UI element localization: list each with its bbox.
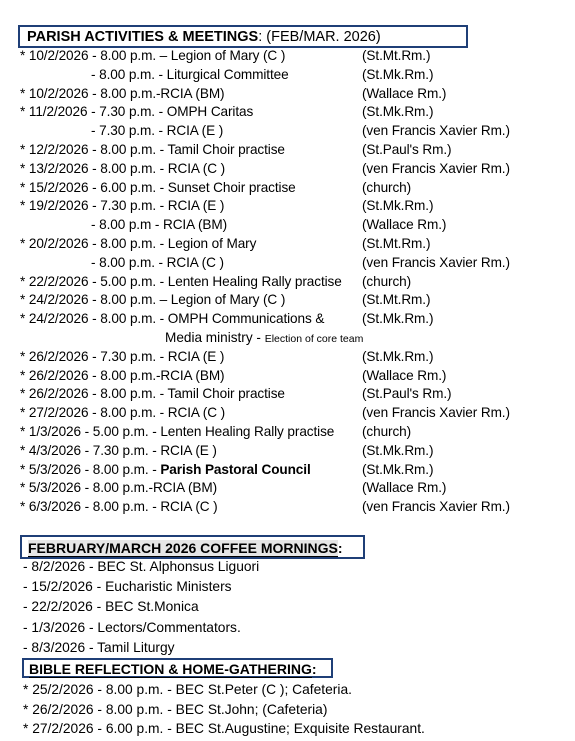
coffee-header — [20, 535, 365, 559]
activity-text: * 24/2/2026 - 8.00 p.m. - OMPH Communications & — [20, 311, 325, 327]
activity-text: * 13/2/2026 - 8.00 p.m. - RCIA (C ) — [20, 160, 226, 176]
coffee-item: - 1/3/2026 - Lectors/Commentators. — [23, 619, 241, 635]
activity-text: * 27/2/2026 - 8.00 p.m. - RCIA (C ) — [20, 405, 226, 421]
activity-location: (St.Mt.Rm.) — [362, 292, 431, 308]
activity-text-bold: Parish Pastoral Council — [160, 461, 311, 477]
activity-location: (ven Francis Xavier Rm.) — [362, 160, 510, 176]
bible-item: * 25/2/2026 - 8.00 p.m. - BEC St.Peter (C ); Cafeteria. — [23, 682, 352, 697]
activity-row — [0, 217, 575, 235]
activity-row — [0, 424, 575, 442]
activity-row — [0, 48, 575, 66]
activity-row — [0, 180, 575, 198]
activity-text: * 12/2/2026 - 8.00 p.m. - Tamil Choir practise — [20, 142, 285, 157]
activity-text: * 24/2/2026 - 8.00 p.m. – Legion of Mary (C ) — [20, 292, 286, 308]
activity-location: (St.Mk.Rm.) — [362, 348, 434, 364]
activity-text: * 6/3/2026 - 8.00 p.m. - RCIA (C ) — [20, 499, 218, 515]
activity-row — [0, 349, 575, 367]
activity-text: * 20/2/2026 - 8.00 p.m. - Legion of Mary — [20, 236, 257, 251]
activity-text: * 10/2/2026 - 8.00 p.m.-RCIA (BM) — [20, 85, 225, 101]
activity-row — [0, 480, 575, 498]
activity-location: (St.Mk.Rm.) — [362, 311, 434, 327]
activity-text: - 8.00 p.m. - Liturgical Committee — [91, 66, 289, 82]
continuation-note: Election of core team — [264, 333, 364, 345]
activity-text: * 26/2/2026 - 8.00 p.m. - Tamil Choir practise — [20, 386, 285, 402]
activity-text-prefix: * 5/3/2026 - 8.00 p.m. - — [20, 461, 161, 477]
bible-title: BIBLE REFLECTION & HOME-GATHERING — [29, 661, 312, 677]
activity-continuation — [165, 330, 363, 345]
activity-row — [0, 236, 575, 254]
activity-location: (St.Paul's Rm.) — [362, 142, 452, 157]
activity-location: (St.Paul's Rm.) — [362, 386, 452, 402]
activity-location: (St.Mk.Rm.) — [362, 442, 434, 458]
activity-row — [0, 462, 575, 480]
activity-location: (ven Francis Xavier Rm.) — [362, 123, 510, 139]
activity-row — [0, 104, 575, 122]
activity-text: * 19/2/2026 - 7.30 p.m. - RCIA (E ) — [20, 198, 225, 214]
activity-text: * 4/3/2026 - 7.30 p.m. - RCIA (E ) — [20, 442, 217, 458]
coffee-item: - 15/2/2026 - Eucharistic Ministers — [23, 579, 232, 595]
activity-location: (St.Mt.Rm.) — [362, 236, 431, 251]
activity-location: (St.Mk.Rm.) — [362, 104, 434, 120]
activity-row — [0, 123, 575, 141]
activity-row — [0, 443, 575, 461]
activity-row — [0, 198, 575, 216]
activity-location: (church) — [362, 179, 412, 195]
coffee-item: - 8/3/2026 - Tamil Liturgy — [23, 639, 175, 655]
activity-location: (Wallace Rm.) — [362, 480, 447, 496]
activity-row — [0, 274, 575, 292]
activity-text: * 10/2/2026 - 8.00 p.m. – Legion of Mary (C ) — [20, 48, 286, 63]
activity-row — [0, 292, 575, 310]
activity-row — [0, 368, 575, 386]
activity-row — [0, 67, 575, 85]
activity-location: (St.Mk.Rm.) — [362, 461, 434, 477]
activity-location: (St.Mk.Rm.) — [362, 198, 434, 214]
activity-row — [0, 405, 575, 423]
activity-row — [0, 86, 575, 104]
activities-header — [18, 25, 468, 48]
activity-location: (Wallace Rm.) — [362, 217, 447, 233]
activity-text: * 22/2/2026 - 5.00 p.m. - Lenten Healing Rally practise — [20, 273, 342, 289]
activity-text: * 5/3/2026 - 8.00 p.m.-RCIA (BM) — [20, 480, 218, 496]
activity-row — [0, 386, 575, 404]
activity-location: (ven Francis Xavier Rm.) — [362, 499, 510, 515]
activity-location: (Wallace Rm.) — [362, 367, 447, 383]
activity-location: (ven Francis Xavier Rm.) — [362, 405, 510, 421]
bible-header — [22, 658, 333, 678]
activity-location: (church) — [362, 424, 412, 439]
bible-title-colon: : — [311, 661, 317, 677]
activity-location: (St.Mk.Rm.) — [362, 66, 434, 82]
activity-location: (St.Mt.Rm.) — [362, 48, 431, 63]
activity-text: * 15/2/2026 - 6.00 p.m. - Sunset Choir practise — [20, 179, 296, 195]
bible-item: * 26/2/2026 - 8.00 p.m. - BEC St.John; (Cafeteria) — [23, 701, 328, 717]
activity-text — [20, 462, 311, 477]
coffee-item: - 22/2/2026 - BEC St.Monica — [23, 599, 199, 615]
activity-text: * 1/3/2026 - 5.00 p.m. - Lenten Healing Rally practise — [20, 424, 335, 439]
activity-row — [0, 311, 575, 329]
activity-location: (ven Francis Xavier Rm.) — [362, 254, 510, 270]
continuation-text: Media ministry - — [165, 330, 265, 345]
activity-text: * 11/2/2026 - 7.30 p.m. - OMPH Caritas — [20, 104, 254, 120]
activity-text: - 8.00 p.m. - RCIA (C ) — [91, 254, 224, 270]
activity-location: (church) — [362, 273, 412, 289]
activity-text: - 8.00 p.m - RCIA (BM) — [91, 217, 228, 233]
coffee-title: FEBRUARY/MARCH 2026 COFFEE MORNINGS — [28, 540, 338, 556]
activity-text: * 26/2/2026 - 8.00 p.m.-RCIA (BM) — [20, 367, 225, 383]
activity-location: (Wallace Rm.) — [362, 85, 447, 101]
activity-row — [0, 255, 575, 273]
activity-row — [0, 499, 575, 517]
activity-row — [0, 161, 575, 179]
activity-text: * 26/2/2026 - 7.30 p.m. - RCIA (E ) — [20, 348, 225, 364]
activity-text: - 7.30 p.m. - RCIA (E ) — [91, 123, 224, 139]
coffee-title-colon: : — [337, 540, 343, 556]
activities-title-date: : (FEB/MAR. 2026) — [258, 29, 381, 45]
activity-row — [0, 142, 575, 160]
bible-item: * 27/2/2026 - 6.00 p.m. - BEC St.Augustine; Exquisite Restaurant. — [23, 721, 425, 736]
activities-title: PARISH ACTIVITIES & MEETINGS — [27, 29, 259, 45]
coffee-item: - 8/2/2026 - BEC St. Alphonsus Liguori — [23, 559, 260, 574]
